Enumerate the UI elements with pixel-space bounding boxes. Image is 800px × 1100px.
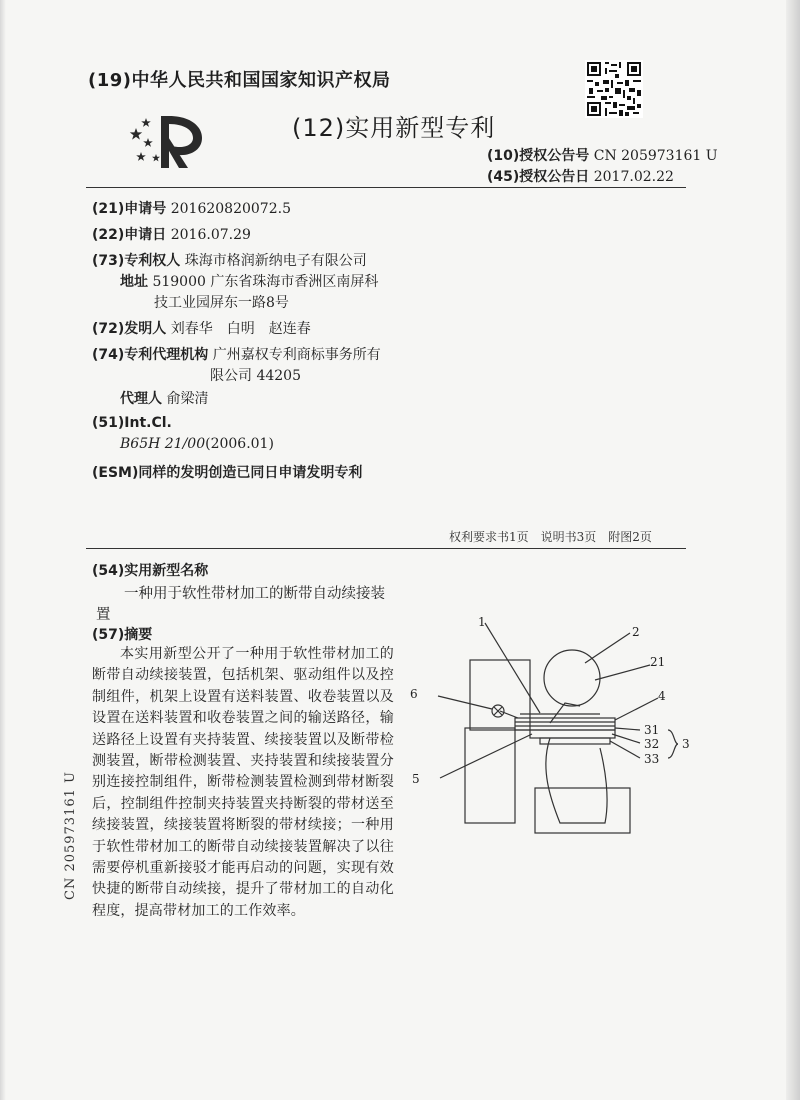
utility-model-title-line-1: 一种用于软性带材加工的断带自动续接装 <box>124 586 385 602</box>
cnipa-logo-icon <box>128 108 206 174</box>
address-line-2: 技工业园屏东一路8号 <box>154 295 289 311</box>
figure-label-33: 33 <box>644 752 660 766</box>
document-type-title: (12)实用新型专利 <box>292 114 496 142</box>
agency-line-2-row <box>210 365 301 385</box>
page-counts: 权利要求书1页 说明书3页 附图2页 <box>449 530 652 544</box>
agency-row <box>92 344 381 364</box>
publication-date-label: (45)授权公告日 <box>487 169 590 185</box>
application-number-label: (21)申请号 <box>92 201 167 217</box>
int-cl-code-row <box>120 436 274 452</box>
figure-label-32: 32 <box>644 737 660 751</box>
agency-line-2: 限公司 44205 <box>210 368 301 384</box>
int-cl-code: B65H 21/00 <box>120 436 206 452</box>
abstract-text: 本实用新型公开了一种用于软性带材加工的断带自动续接装置，包括机架、驱动组件以及控制组件，机架上设置有送料装置、收卷装置以及设置在送料装置和收卷装置之间的输送路径，输送路径上设置有夹持装置、续接装置以及断带检测装置，断带检测装置、夹持装置和续接装置分别连接控制组件，断带检测装置检测到带材断裂后，控制组件控制夹持装置夹持断裂的带材送至续接装置，续接装置将断裂的带材续接；一种用于软性带材加工的断带自动续接装置解决了以往需要停机重新接驳才能再启动的问题，实现有效快捷的断带自动续接，提升了带材加工的自动化程度，提高带材加工的工作效率。 <box>92 646 394 919</box>
title-section-label: (54)实用新型名称 <box>92 563 209 579</box>
abstract-label: (57)摘要 <box>92 627 153 643</box>
scan-edge-left <box>0 0 6 1100</box>
figure-label-2: 2 <box>632 625 640 639</box>
figure-label-31: 31 <box>644 723 660 737</box>
publication-date-row <box>487 166 674 186</box>
agency-label: (74)专利代理机构 <box>92 347 209 363</box>
abstract-figure <box>400 608 700 838</box>
figure-label-21: 21 <box>650 655 666 669</box>
publication-number-row <box>487 145 718 165</box>
application-number-row <box>92 198 291 218</box>
patent-office-name: (19)中华人民共和国国家知识产权局 <box>88 70 391 91</box>
figure-label-6: 6 <box>410 687 418 701</box>
address-line-2-row <box>154 292 289 312</box>
figure-label-3: 3 <box>682 737 690 751</box>
address-label: 地址 <box>120 274 148 290</box>
address-row <box>120 271 378 291</box>
figure-label-1: 1 <box>478 615 486 629</box>
application-date-row <box>92 224 251 244</box>
inventors-label: (72)发明人 <box>92 321 167 337</box>
esm-row <box>92 462 362 482</box>
int-cl-label: (51)Int.Cl. <box>92 415 172 431</box>
agent-label: 代理人 <box>120 391 162 407</box>
address-line-1: 519000 广东省珠海市香洲区南屏科 <box>152 274 379 290</box>
agency-line-1: 广州嘉权专利商标事务所有 <box>212 347 381 363</box>
header-divider <box>86 187 686 188</box>
publication-date: 2017.02.22 <box>593 169 674 185</box>
agent-row <box>120 388 208 408</box>
side-publication-number: CN 205973161 U <box>63 771 78 900</box>
patentee: 珠海市格润新纳电子有限公司 <box>184 253 367 269</box>
publication-number: CN 205973161 U <box>593 148 718 164</box>
inventors: 刘春华 白明 赵连春 <box>170 321 311 337</box>
agent: 俞梁清 <box>166 391 209 407</box>
application-number: 201620820072.5 <box>170 201 291 217</box>
int-cl-row <box>92 415 172 431</box>
application-date-label: (22)申请日 <box>92 227 167 243</box>
esm-note: (ESM)同样的发明创造已同日申请发明专利 <box>92 465 363 481</box>
int-cl-year: (2006.01) <box>205 436 274 452</box>
figure-label-5: 5 <box>412 772 420 786</box>
application-date: 2016.07.29 <box>170 227 251 243</box>
publication-number-label: (10)授权公告号 <box>487 148 590 164</box>
utility-model-title-line-2: 置 <box>96 607 111 623</box>
counts-divider <box>86 548 686 549</box>
patentee-row <box>92 250 367 270</box>
patentee-label: (73)专利权人 <box>92 253 181 269</box>
qr-code-icon <box>585 60 643 118</box>
scan-edge-right <box>786 0 800 1100</box>
figure-label-4: 4 <box>658 689 666 703</box>
inventors-row <box>92 318 311 338</box>
